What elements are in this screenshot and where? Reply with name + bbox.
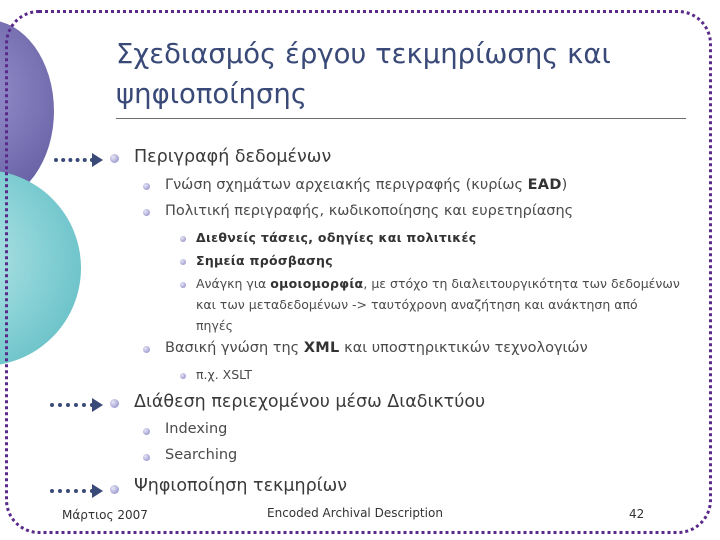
item-xml-prefix: Βασική γνώση της	[165, 340, 304, 356]
item-uniformity-suffix: , με στόχο τη διαλειτουργικότητα των δεδομένων	[363, 276, 680, 291]
bullet-icon	[143, 209, 150, 216]
item-uniformity-prefix: Ανάγκη για	[196, 276, 271, 291]
item-xml-suffix: και υποστηρικτικών τεχνολογιών	[339, 340, 588, 356]
bullet-icon	[110, 154, 119, 163]
title-divider	[116, 118, 686, 119]
bullet-icon	[180, 282, 186, 288]
item-searching: Searching	[165, 447, 238, 463]
bullet-icon	[110, 485, 119, 494]
arrow-right-icon	[92, 484, 103, 498]
item-schemas-ead: EAD	[527, 177, 562, 193]
bullet-icon	[180, 373, 186, 379]
item-uniformity-line-2: και των μεταδεδομένων -> ταυτόχρονη αναζήτηση και ανάκτηση από	[196, 297, 638, 312]
dotted-connector-2	[50, 403, 94, 407]
item-uniformity-line-1	[196, 276, 680, 291]
footer-title: Encoded Archival Description	[267, 506, 443, 520]
slide-title	[116, 34, 686, 114]
bullet-icon	[143, 346, 150, 353]
bullet-icon	[110, 399, 119, 408]
item-web-publication: Διάθεση περιεχομένου μέσω Διαδικτύου	[134, 392, 486, 412]
arrow-right-icon	[92, 153, 103, 167]
bullet-icon	[143, 183, 150, 190]
slide-title-line-1: Σχεδιασμός έργου τεκμηρίωσης και	[116, 38, 611, 70]
item-access-points: Σημεία πρόσβασης	[196, 253, 333, 268]
item-policy: Πολιτική περιγραφής, κωδικοποίησης και ευρετηρίασης	[165, 203, 574, 219]
footer-page-number: 42	[629, 507, 645, 521]
dotted-connector-1	[54, 158, 94, 162]
item-standards: Διεθνείς τάσεις, οδηγίες και πολιτικές	[196, 230, 477, 245]
item-digitization: Ψηφιοποίηση τεκμηρίων	[134, 476, 348, 496]
item-uniformity-line-3: πηγές	[196, 318, 233, 333]
footer-date: Μάρτιος 2007	[62, 508, 148, 522]
bullet-icon	[143, 428, 150, 435]
item-schemas-suffix: )	[561, 177, 568, 193]
item-data-description: Περιγραφή δεδομένων	[134, 147, 332, 167]
bullet-icon	[180, 259, 186, 265]
item-schemas	[165, 177, 567, 193]
bullet-icon	[143, 454, 150, 461]
item-xml	[165, 340, 588, 356]
dotted-connector-3	[50, 489, 94, 493]
item-xml-bold: XML	[303, 340, 340, 356]
slide-title-line-2: ψηφιοποίησης	[116, 78, 307, 110]
item-xslt: π.χ. XSLT	[196, 367, 253, 382]
item-indexing: Indexing	[165, 421, 228, 437]
item-uniformity-bold: ομοιομορφία	[270, 276, 364, 291]
arrow-right-icon	[92, 398, 103, 412]
bullet-icon	[180, 236, 186, 242]
item-schemas-text: Γνώση σχημάτων αρχειακής περιγραφής (κυρίως	[165, 177, 528, 193]
